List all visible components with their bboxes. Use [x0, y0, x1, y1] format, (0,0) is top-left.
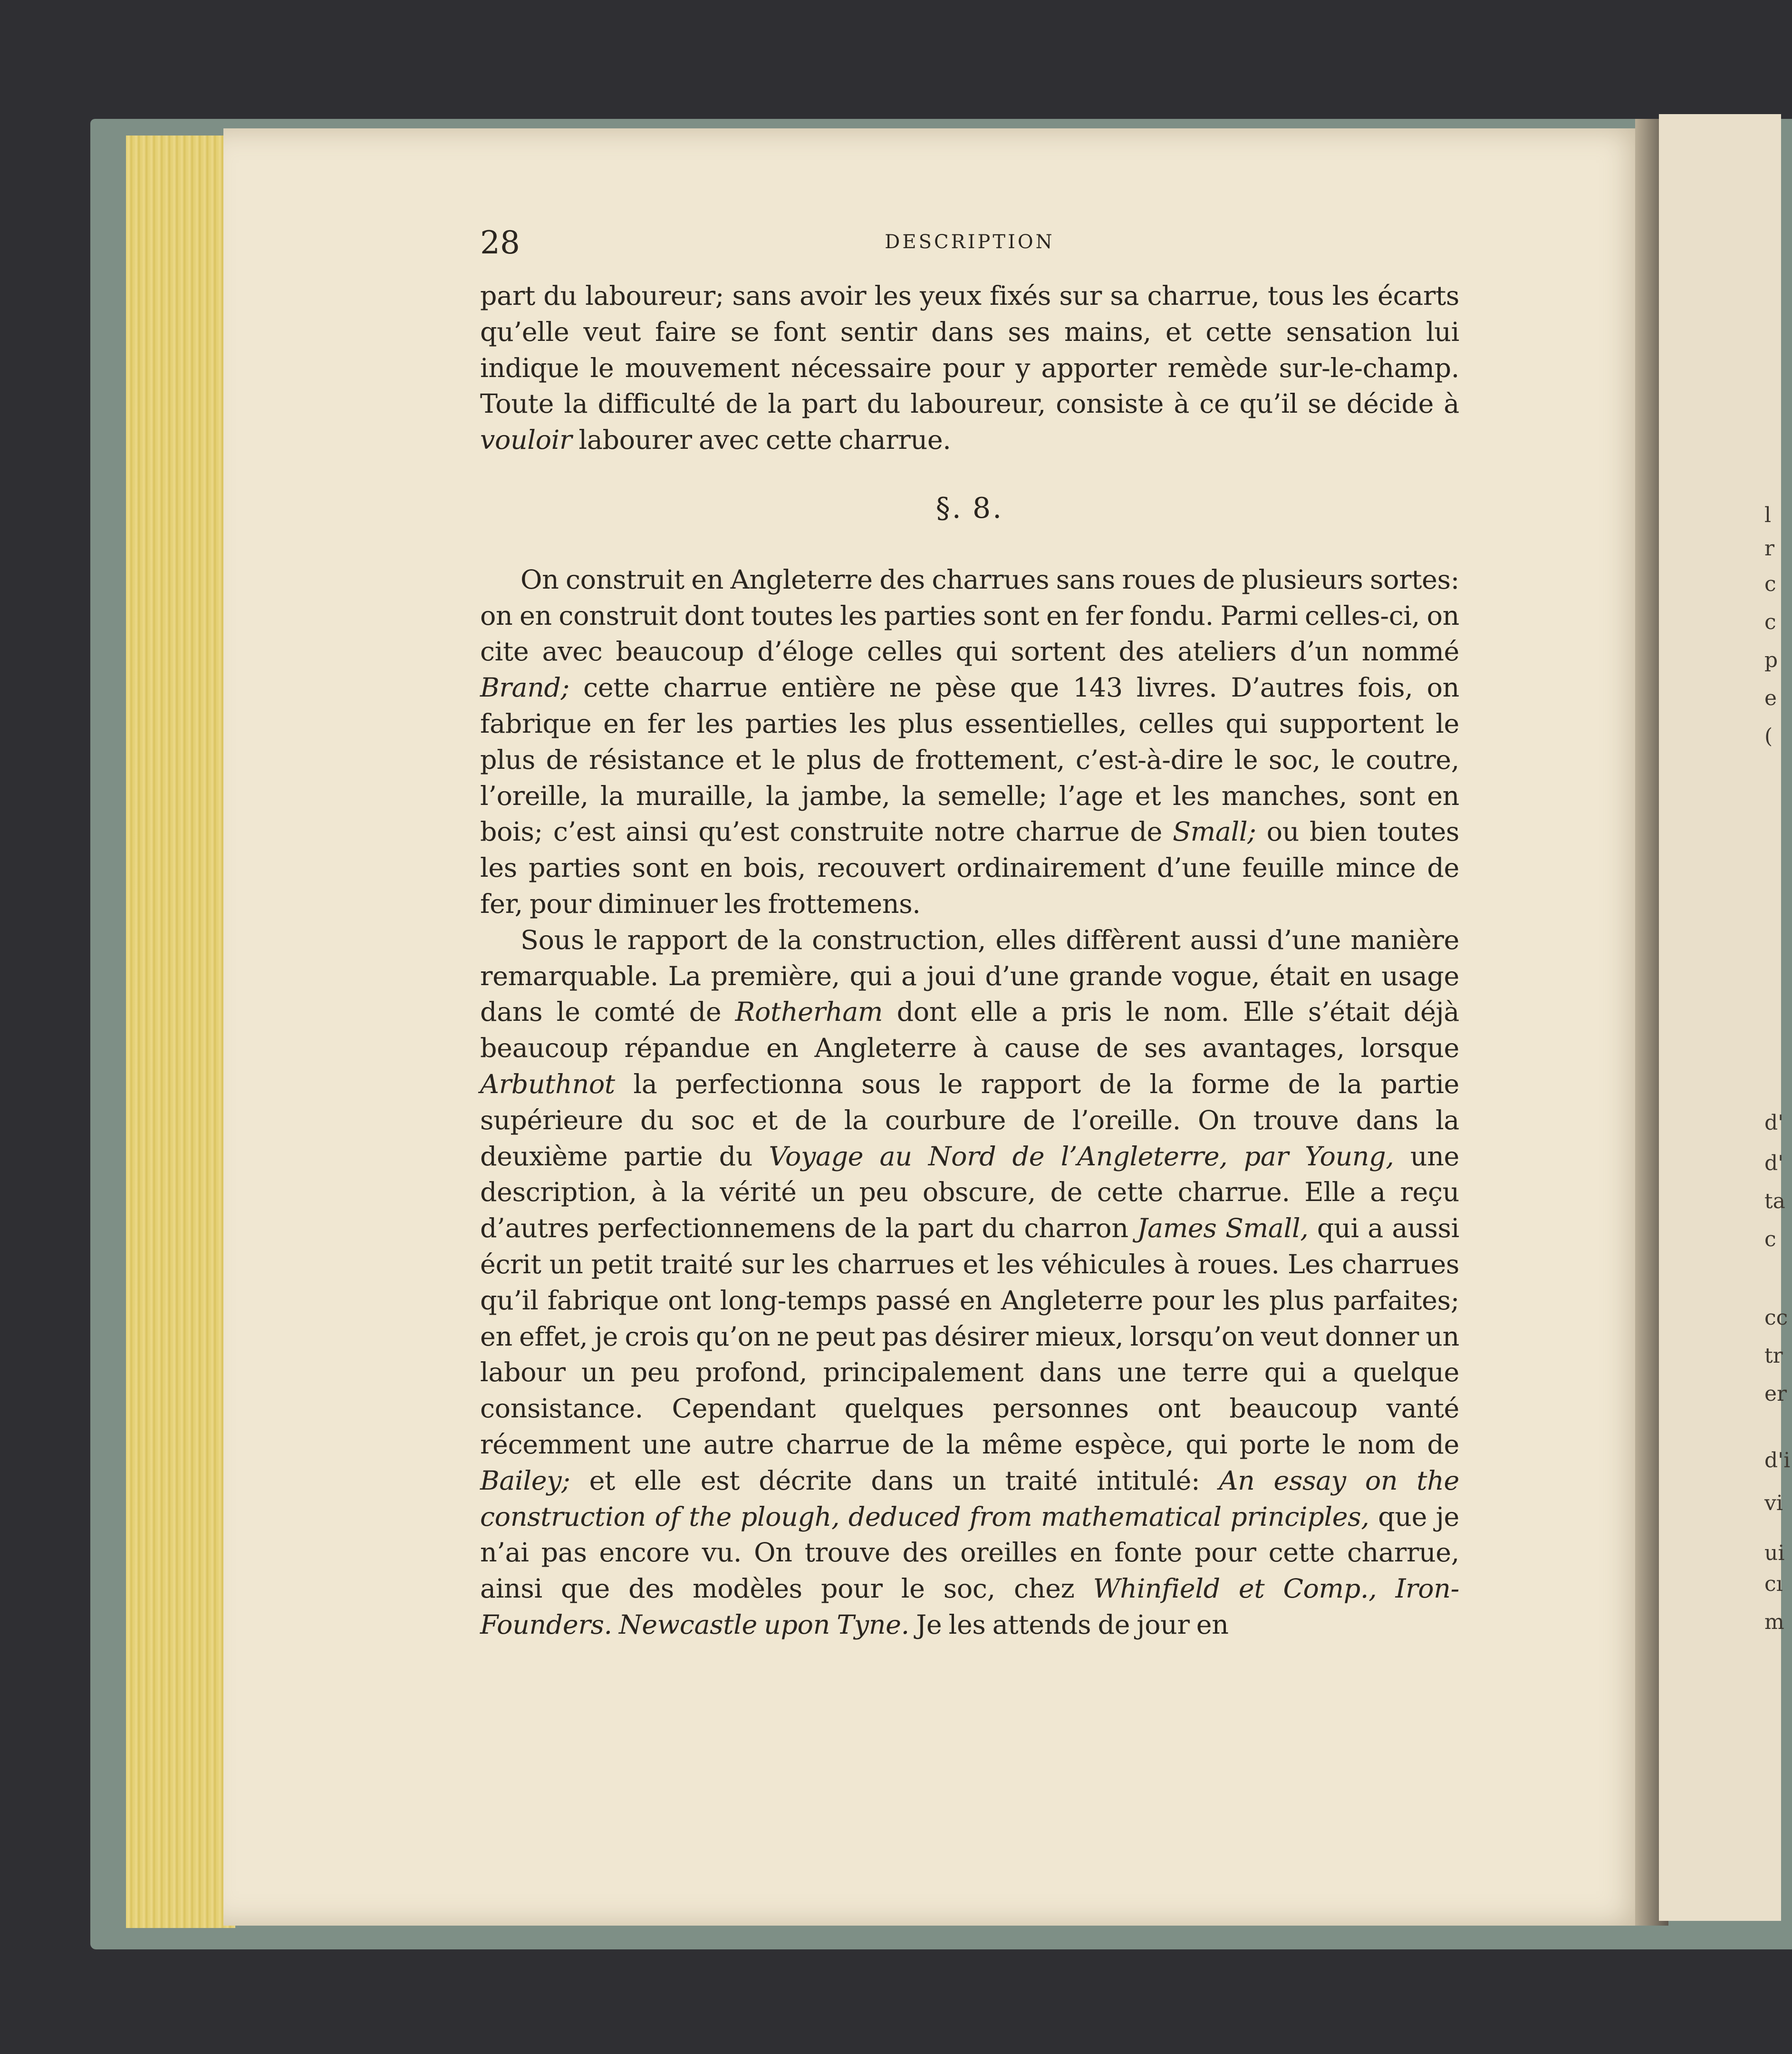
facing-page-fragment: e — [1764, 686, 1777, 710]
italic-text-run: An essay on the construction of the plough, deduced from mathematical principles, — [480, 1465, 1459, 1532]
facing-page-fragment: ( — [1764, 724, 1773, 748]
text-run: part du laboureur; sans avoir les yeux fixés sur sa charrue, tous les écarts qu’elle veut faire se font sentir dans ses mains, et cette sensation lui indique le mouvement nécessaire pour y apporter remède sur-le-champ. Toute la difficulté de la part du laboureur, consiste à ce qu’il se décide à — [480, 281, 1459, 420]
text-run: labourer avec cette charrue. — [572, 425, 951, 456]
paragraph-3 — [480, 922, 1459, 1643]
italic-text-run: Rotherham — [735, 997, 883, 1028]
italic-text-run: Brand; — [480, 672, 569, 704]
page-edges — [126, 136, 235, 1928]
text-run: et elle est décrite dans un traité intitulé: — [570, 1465, 1219, 1496]
facing-page-fragment: c — [1764, 572, 1776, 596]
facing-page-fragment: ta — [1764, 1189, 1785, 1213]
text-run: ou bien toutes les parties sont en bois, recouvert ordinairement d’une feuille mince de fer, pour diminuer les frottemens. — [480, 816, 1460, 920]
facing-page-fragment: r — [1764, 536, 1775, 561]
facing-page-fragment: p — [1764, 648, 1778, 672]
italic-text-run: vouloir — [480, 425, 572, 456]
paragraph-1 — [480, 278, 1459, 458]
text-run: cette charrue entière ne pèse que 143 livres. D’autres fois, on fabrique en fer les parties les plus essentielles, celles qui supportent le plus de résistance et le plus de frottement, c’est-à-dire le soc, le coutre, l’oreille, la muraille, la jambe, la semelle; l’age et les manches, sont en bois; c’est ainsi qu’est construite notre charrue de — [480, 672, 1459, 848]
facing-page-fragment: ui — [1764, 1541, 1785, 1565]
facing-page-fragment: c — [1764, 1227, 1776, 1251]
text-run: Je les attends de jour en — [909, 1609, 1229, 1640]
page-number: 28 — [480, 224, 520, 261]
italic-text-run: Arbuthnot — [480, 1068, 615, 1100]
text-run: dont elle a pris le nom. Elle s’était déjà beaucoup répandue en Angleterre à cause de ses avantages, lorsque — [480, 997, 1459, 1064]
running-title: DESCRIPTION — [885, 231, 1055, 253]
facing-page-fragment: tr — [1764, 1344, 1783, 1368]
text-run: une description, à la vérité un peu obscure, de cette charrue. Elle a reçu d’autres perfectionnemens de la part du charron — [480, 1141, 1459, 1244]
facing-page — [1659, 114, 1784, 1921]
facing-page-fragment: vi — [1764, 1491, 1783, 1515]
facing-page-fragment: cc — [1764, 1306, 1788, 1330]
italic-text-run: Bailey; — [480, 1465, 570, 1496]
text-run: On construit en Angleterre des charrues sans roues de plusieurs sortes: on en construit dont toutes les parties sont en fer fondu. Parmi celles-ci, on cite avec beaucoup d’éloge celles qui sortent des ateliers d’un nommé — [480, 564, 1459, 668]
text-run: que je n’ai pas encore vu. On trouve des oreilles en fonte pour cette charrue, ainsi que des modèles pour le soc, chez — [480, 1501, 1460, 1605]
text-run: qui a aussi écrit un petit traité sur les charrues et les véhicules à roues. Les charrues qu’il fabrique ont long-temps passé en Angleterre pour les plus parfaites; en effet, je crois qu’on ne peut pas désirer mieux, lorsqu’on veut donner un labour un peu profond, principalement dans une terre qui a quelque consistance. Cependant quelques personnes ont beaucoup vanté récemment une autre charrue de la même espèce, qui porte le nom de — [480, 1213, 1459, 1460]
text-run: la perfectionna sous le rapport de la forme de la partie supérieure du soc et de la courbure de l’oreille. On trouve dans la deuxième partie du — [480, 1068, 1459, 1172]
facing-page-fragment: c — [1764, 610, 1776, 634]
section-heading: §. 8. — [935, 491, 1004, 525]
body-text — [480, 278, 1459, 1643]
facing-page-fragment: cı — [1764, 1572, 1783, 1596]
text-run: Sous le rapport de la construction, elles diffèrent aussi d’une manière remarquable. La première, qui a joui d’une grande vogue, était en usage dans le comté de — [480, 924, 1459, 1028]
italic-text-run: Small; — [1172, 816, 1256, 848]
facing-page-fragment: er — [1764, 1382, 1787, 1406]
running-head — [480, 224, 1459, 261]
italic-text-run: James Small, — [1137, 1213, 1309, 1244]
facing-page-fragment: d' — [1764, 1111, 1784, 1135]
facing-page-fragment: l — [1764, 503, 1772, 527]
facing-page-fragment: m — [1764, 1610, 1784, 1634]
facing-page-fragment: d' — [1764, 1151, 1784, 1175]
paragraph-2 — [480, 562, 1459, 922]
facing-page-fragment: d'i — [1764, 1448, 1791, 1473]
italic-text-run: Voyage au Nord de l’Angleterre, par Young, — [769, 1141, 1394, 1172]
italic-text-run: Whinfield et Comp., Iron-Founders. Newcastle upon Tyne. — [480, 1573, 1459, 1640]
